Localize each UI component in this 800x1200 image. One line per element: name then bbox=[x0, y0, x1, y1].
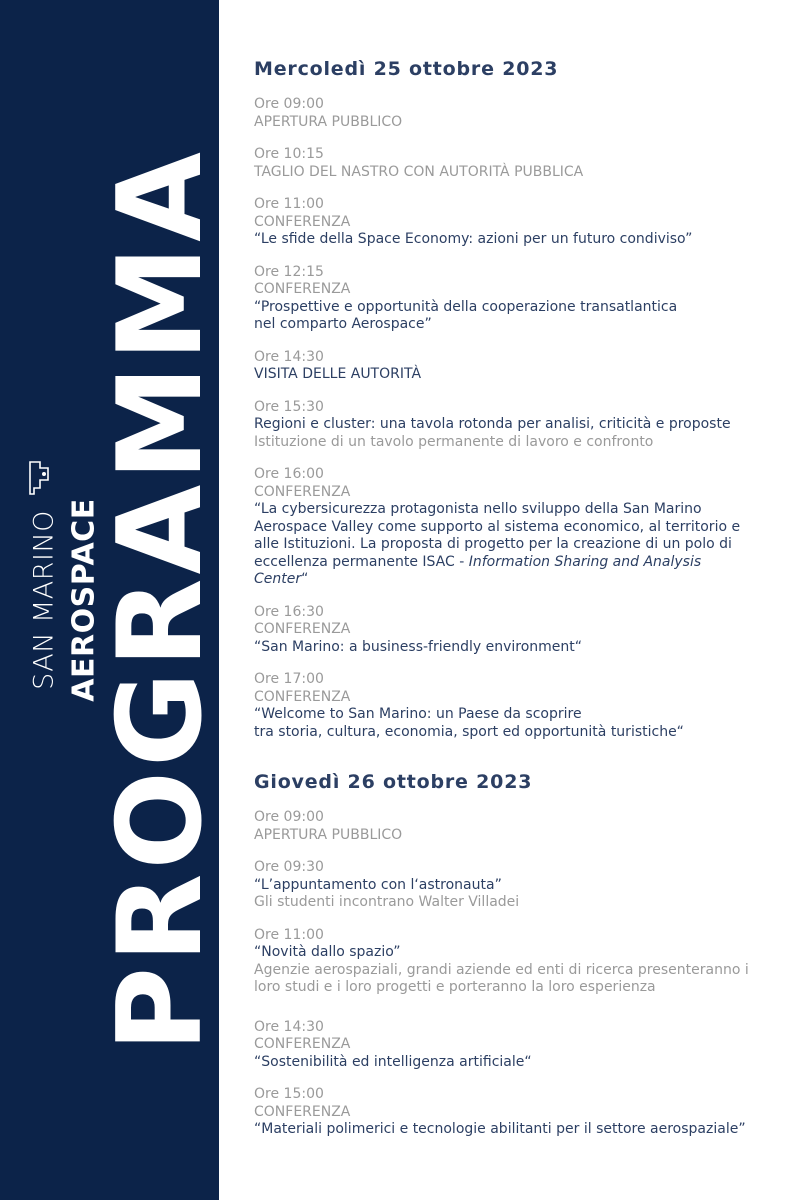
event-item bbox=[254, 146, 789, 181]
event-item bbox=[254, 96, 789, 131]
event-title: tra storia, cultura, economia, sport ed opportunità turistiche“ bbox=[254, 723, 684, 740]
event-time: Ore 09:00 bbox=[254, 96, 324, 112]
event-item bbox=[254, 196, 789, 249]
day-heading: Giovedì 26 ottobre 2023 bbox=[254, 771, 533, 793]
event-title-text: eccellenza permanente ISAC - bbox=[254, 553, 469, 570]
event-label: APERTURA PUBBLICO bbox=[254, 113, 403, 130]
sidebar-banner bbox=[0, 0, 228, 1200]
event-time: Ore 15:30 bbox=[254, 398, 324, 415]
event-label: CONFERENZA bbox=[254, 1103, 351, 1120]
event-time: Ore 09:00 bbox=[254, 809, 324, 825]
event-label: CONFERENZA bbox=[254, 281, 351, 297]
event-title: “Materiali polimerici e tecnologie abilitanti per il settore aerospaziale” bbox=[254, 1121, 746, 1137]
event-title-text: “ bbox=[301, 571, 309, 587]
event-title: “Prospettive e opportunità della cooperazione transatlantica bbox=[254, 298, 678, 315]
event-title bbox=[254, 571, 789, 589]
event-label: CONFERENZA bbox=[254, 1036, 351, 1052]
event-time: Ore 14:30 bbox=[254, 1018, 324, 1035]
event-time: Ore 16:30 bbox=[254, 603, 324, 620]
event-title: “Novità dallo spazio” bbox=[254, 944, 401, 960]
event-title: “San Marino: a business-friendly environment“ bbox=[254, 638, 583, 655]
event-label: APERTURA PUBBLICO bbox=[254, 826, 403, 843]
event-label: CONFERENZA bbox=[254, 483, 351, 500]
day-heading: Mercoledì 25 ottobre 2023 bbox=[254, 58, 559, 80]
event-time: Ore 11:00 bbox=[254, 196, 324, 212]
event-label: TAGLIO DEL NASTRO CON AUTORITÀ PUBBLICA bbox=[254, 163, 584, 180]
event-title: “La cybersicurezza protagonista nello sviluppo della San Marino bbox=[254, 501, 702, 517]
event-title: “Welcome to San Marino: un Paese da scoprire bbox=[254, 706, 582, 722]
event-description: Agenzie aerospaziali, grandi aziende ed enti di ricerca presenteranno i bbox=[254, 961, 749, 978]
event-time: Ore 10:15 bbox=[254, 146, 324, 162]
event-title: Regioni e cluster: una tavola rotonda per analisi, criticità e proposte bbox=[254, 416, 731, 432]
event-time: Ore 14:30 bbox=[254, 348, 324, 365]
event-time: Ore 12:15 bbox=[254, 263, 324, 280]
event-label: CONFERENZA bbox=[254, 213, 351, 230]
event-time: Ore 09:30 bbox=[254, 859, 324, 875]
event-title-italic: Center bbox=[254, 571, 302, 587]
brand-aerospace: AEROSPACE bbox=[66, 498, 102, 702]
event-description: Istituzione di un tavolo permanente di lavoro e confronto bbox=[254, 433, 654, 450]
event-time: Ore 16:00 bbox=[254, 466, 324, 482]
event-item bbox=[254, 264, 789, 334]
brand-san-marino: SAN MARINO bbox=[28, 510, 60, 690]
program-content bbox=[254, 58, 789, 1154]
event-label: CONFERENZA bbox=[254, 688, 351, 705]
event-time: Ore 17:00 bbox=[254, 671, 324, 687]
event-description: Gli studenti incontrano Walter Villadei bbox=[254, 894, 520, 910]
event-title bbox=[254, 554, 789, 572]
programma-title: PROGRAMMA bbox=[93, 148, 228, 1052]
event-title: Aerospace Valley come supporto al sistema economico, al territorio e bbox=[254, 518, 741, 535]
event-label: VISITA DELLE AUTORITÀ bbox=[254, 366, 422, 382]
event-item bbox=[254, 1019, 789, 1072]
event-item bbox=[254, 859, 789, 912]
event-label: CONFERENZA bbox=[254, 621, 351, 637]
event-item bbox=[254, 399, 789, 452]
event-title-italic: Information Sharing and Analysis bbox=[468, 553, 702, 570]
event-item bbox=[254, 671, 789, 741]
event-item bbox=[254, 466, 789, 589]
event-title: nel comparto Aerospace” bbox=[254, 316, 432, 332]
event-item bbox=[254, 927, 789, 997]
event-description: loro studi e i loro progetti e porteranno la loro esperienza bbox=[254, 979, 656, 995]
event-title: “Le sfide della Space Economy: azioni per un futuro condiviso” bbox=[254, 231, 693, 247]
event-item bbox=[254, 1086, 789, 1139]
event-time: Ore 11:00 bbox=[254, 926, 324, 943]
event-time: Ore 15:00 bbox=[254, 1086, 324, 1102]
event-item bbox=[254, 809, 789, 844]
rocket-logo-icon bbox=[26, 458, 52, 498]
event-title: alle Istituzioni. La proposta di progetto per la creazione di un polo di bbox=[254, 536, 732, 552]
event-title: “Sostenibilità ed intelligenza artificiale“ bbox=[254, 1053, 532, 1070]
event-item bbox=[254, 349, 789, 384]
event-item bbox=[254, 604, 789, 657]
event-title: “L’appuntamento con l‘astronauta” bbox=[254, 876, 502, 893]
